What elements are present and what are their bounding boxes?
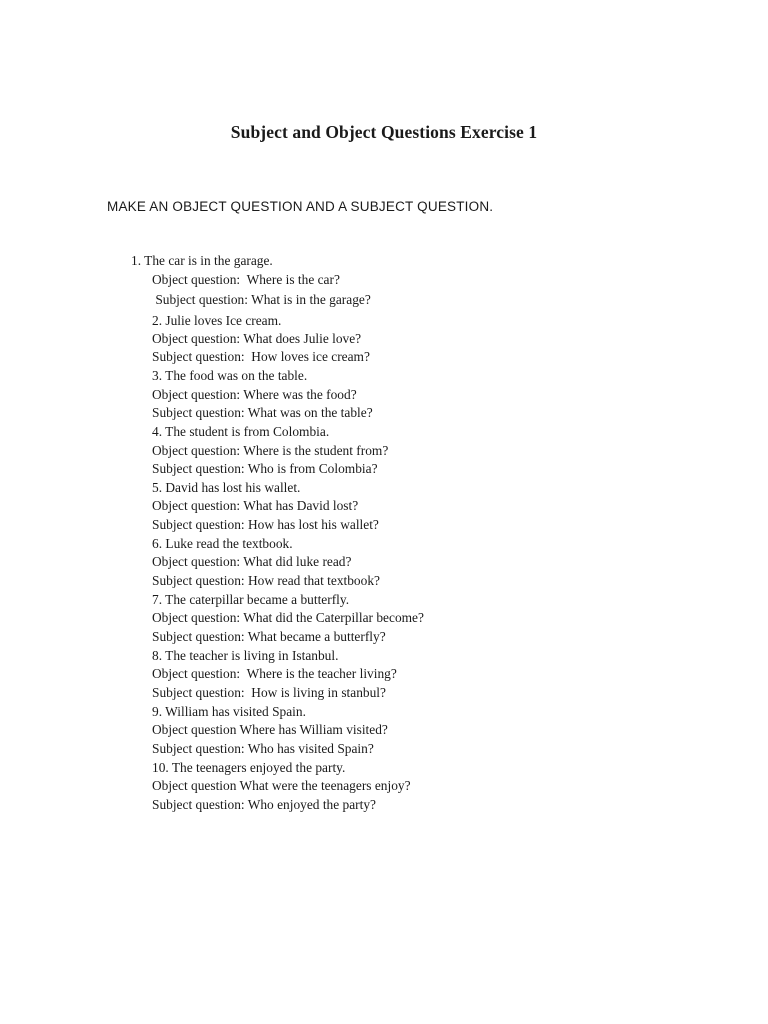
exercise-line: Subject question: How loves ice cream? bbox=[152, 349, 370, 364]
exercise-line: Subject question: How is living in stanbul? bbox=[152, 685, 386, 700]
exercise-line: Subject question: What is in the garage? bbox=[152, 292, 371, 307]
exercise-line: Object question: Where is the teacher living? bbox=[152, 666, 397, 681]
exercise-line: Object question: What did the Caterpillar become? bbox=[152, 610, 424, 625]
exercise-line: Object question: Where was the food? bbox=[152, 387, 357, 402]
exercise-line: Subject question: What became a butterfly? bbox=[152, 629, 386, 644]
exercise-line: 10. The teenagers enjoyed the party. bbox=[152, 760, 346, 775]
exercise-line: Subject question: How read that textbook? bbox=[152, 573, 380, 588]
exercise-line: Subject question: How has lost his wallet? bbox=[152, 517, 379, 532]
exercise-line: 2. Julie loves Ice cream. bbox=[152, 313, 282, 328]
exercise-line: 7. The caterpillar became a butterfly. bbox=[152, 592, 350, 607]
exercise-line: 9. William has visited Spain. bbox=[152, 704, 306, 719]
exercise-line: Object question: Where is the student from? bbox=[152, 443, 389, 458]
exercise-line: 4. The student is from Colombia. bbox=[152, 424, 330, 439]
exercise-line: 1. The car is in the garage. bbox=[131, 253, 273, 268]
exercise-line: Object question: What has David lost? bbox=[152, 498, 359, 513]
exercise-line: 6. Luke read the textbook. bbox=[152, 536, 293, 551]
exercise-line: 5. David has lost his wallet. bbox=[152, 480, 301, 495]
exercise-line: 3. The food was on the table. bbox=[152, 368, 308, 383]
exercise-instruction: MAKE AN OBJECT QUESTION AND A SUBJECT QUESTION. bbox=[107, 199, 494, 214]
exercise-line: 8. The teacher is living in Istanbul. bbox=[152, 648, 339, 663]
exercise-line: Subject question: Who enjoyed the party? bbox=[152, 797, 376, 812]
exercise-line: Object question What were the teenagers enjoy? bbox=[152, 778, 411, 793]
exercise-line: Object question: Where is the car? bbox=[152, 272, 340, 287]
exercise-line: Object question Where has William visited? bbox=[152, 722, 388, 737]
exercise-line: Subject question: What was on the table? bbox=[152, 405, 373, 420]
exercise-line: Subject question: Who has visited Spain? bbox=[152, 741, 374, 756]
exercise-line: Subject question: Who is from Colombia? bbox=[152, 461, 378, 476]
document-title: Subject and Object Questions Exercise 1 bbox=[230, 122, 538, 142]
exercise-line: Object question: What does Julie love? bbox=[152, 331, 362, 346]
exercise-line: Object question: What did luke read? bbox=[152, 554, 352, 569]
